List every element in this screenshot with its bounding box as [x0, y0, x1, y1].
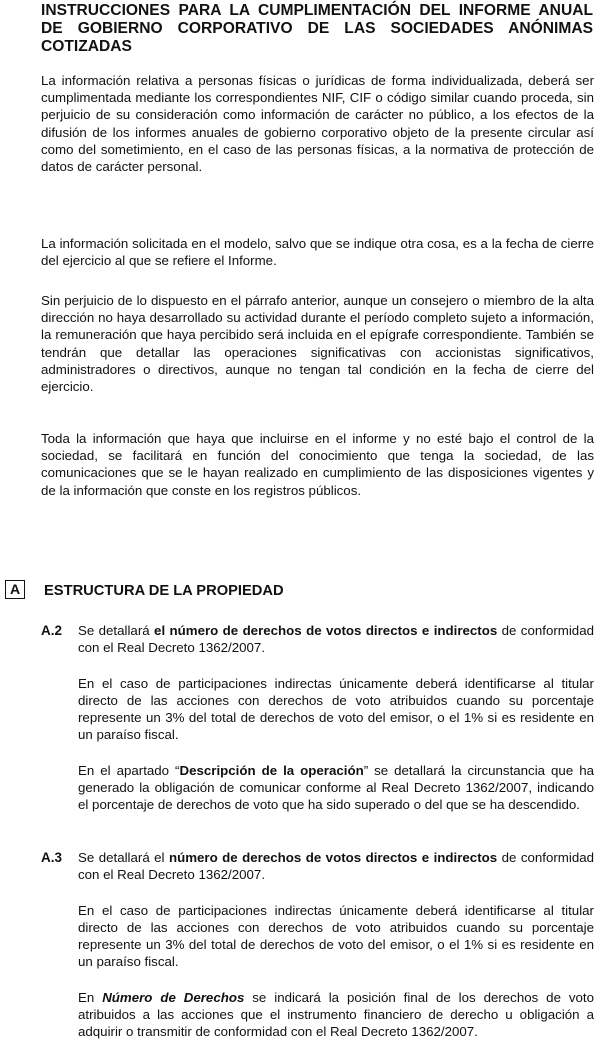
a2-p1-text-end: de conformidad con el Real Decreto 1362/2007. — [78, 623, 594, 656]
a2-p1-text: Se detallará — [78, 623, 155, 638]
intro-paragraph-3: Sin perjuicio de lo dispuesto en el párrafo anterior, aunque un consejero o miembro de la alta dirección no haya desarrollado su actividad durante el período completo sujeto a información, la remuneración que haya percibido será incluida en el epígrafe correspondiente. También se tendrán que detallar las operaciones significativas con accionistas significativos, administradores o directivos, aunque no tengan tal condición en la fecha de cierre del ejercicio. — [41, 293, 594, 395]
a2-paragraph-3 — [78, 762, 594, 813]
intro-paragraph-1: La información relativa a personas físicas o jurídicas de forma individualizada, deberá ser cumplimentada mediante los correspondientes NIF, CIF o código similar cuando proceda, sin perjuicio de su consideración como información de carácter no público, a los efectos de la difusión de los informes anuales de gobierno corporativo objeto de la presente circular así como del sometimiento, en el caso de las personas físicas, a la normativa de protección de datos de carácter personal. — [41, 73, 594, 175]
a3-p1-text-end: de conformidad con el Real Decreto 1362/2007. — [78, 850, 595, 883]
a3-p1-text: Se detallará el — [78, 850, 169, 865]
a3-p3-text: En — [78, 990, 103, 1005]
section-letter-box: A — [5, 580, 25, 599]
a3-paragraph-1 — [78, 849, 594, 883]
a3-p1-bold: número de derechos de votos directos e indirectos — [168, 850, 498, 865]
a3-paragraph-3 — [78, 989, 594, 1040]
intro-paragraph-4: Toda la información que haya que incluirse en el informe y no esté bajo el control de la sociedad, se facilitará en función del conocimiento que tenga la sociedad, de las comunicaciones que se le hayan realizado en cumplimiento de las disposiciones vigentes y de la información que conste en los registros públicos. — [41, 431, 594, 498]
a2-p3-text: En el apartado “ — [78, 763, 180, 778]
a2-p3-bold: Descripción de la operación — [179, 763, 364, 778]
a2-paragraph-2: En el caso de participaciones indirectas únicamente deberá identificarse al titular directo de las acciones con derechos de voto atribuidos cuando su porcentaje represente un 3% del total de derechos de voto del emisor, o el 1% si es residente en un paraíso fiscal. — [78, 676, 594, 743]
item-number-a3: A.3 — [41, 850, 63, 865]
a3-p3-bold-italic: Número de Derechos — [102, 990, 245, 1005]
document-title: INSTRUCCIONES PARA LA CUMPLIMENTACIÓN DEL INFORME ANUAL DE GOBIERNO CORPORATIVO DE LAS SOCIEDADES ANÓNIMAS COTIZADAS — [41, 2, 593, 55]
a2-paragraph-1 — [78, 622, 594, 656]
section-title: ESTRUCTURA DE LA PROPIEDAD — [44, 583, 284, 599]
a2-p3-text-end: ” se detallará la circunstancia que ha generado la obligación de comunicar conforme al Real Decreto 1362/2007, indicando el porcentaje de derechos de voto que ha sido superado o del que se ha descendido. — [78, 763, 594, 813]
a3-p3-text-end: se indicará la posición final de los derechos de voto atribuidos a las acciones que el instrumento financiero de derecho u obligación a adquirir o transmitir de conformidad con el Real Decreto 1362/2007. — [78, 990, 595, 1040]
a2-p1-bold: el número de derechos de votos directos e indirectos — [154, 623, 498, 638]
a3-paragraph-2: En el caso de participaciones indirectas únicamente deberá identificarse al titular directo de las acciones con derechos de voto atribuidos cuando su porcentaje represente un 3% del total de derechos de voto del emisor, o el 1% si es residente en un paraíso fiscal. — [78, 903, 594, 970]
item-number-a2: A.2 — [41, 623, 63, 638]
intro-paragraph-2: La información solicitada en el modelo, salvo que se indique otra cosa, es a la fecha de cierre del ejercicio al que se refiere el Informe. — [41, 236, 594, 269]
